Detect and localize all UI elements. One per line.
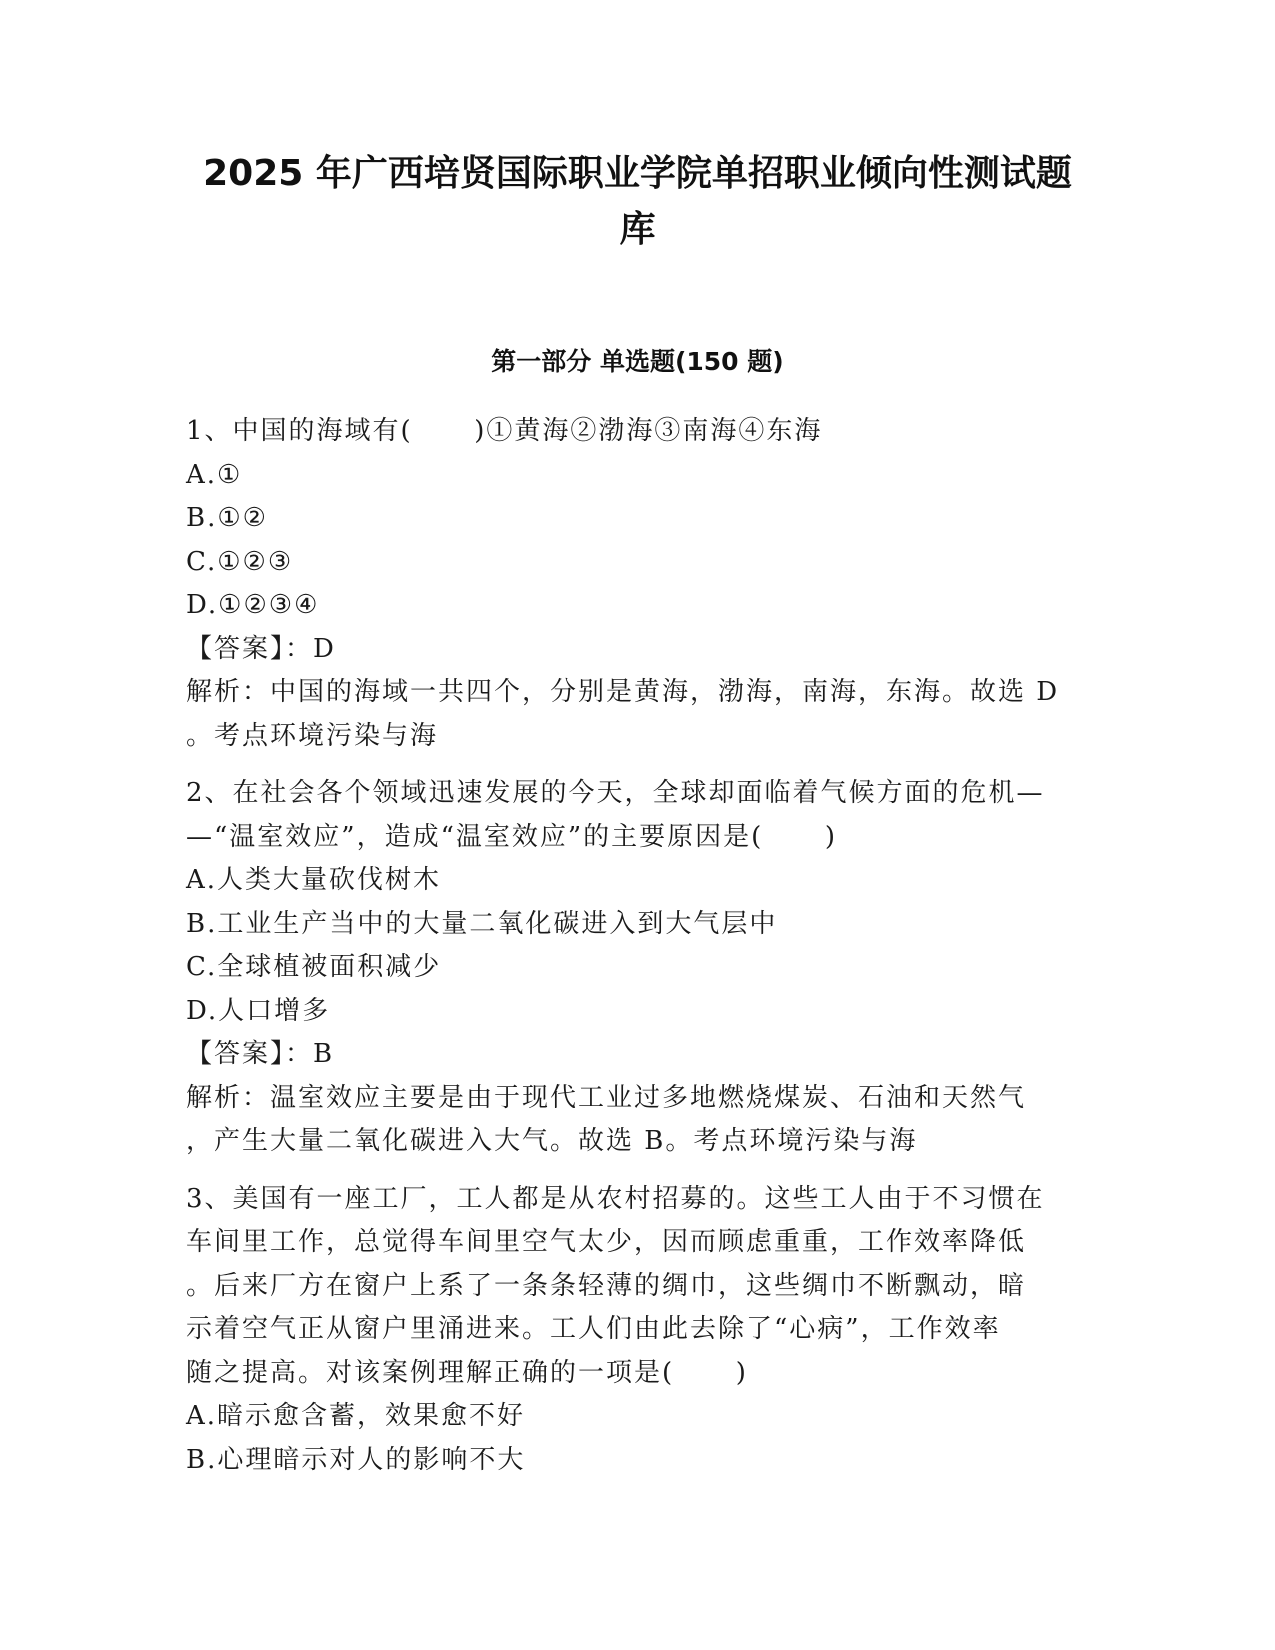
option-d: D.人口增多: [186, 995, 331, 1026]
option-c: C.①②③: [186, 546, 294, 577]
question-stem: 车间里工作，总觉得车间里空气太少，因而顾虑重重，工作效率降低: [186, 1227, 1027, 1257]
question-stem: 1、中国的海域有( )①黄海②渤海③南海④东海: [186, 416, 823, 446]
option-a: A.暗示愈含蓄，效果愈不好: [186, 1401, 526, 1431]
option-b: B.心理暗示对人的影响不大: [186, 1444, 526, 1475]
question-stem: 示着空气正从窗户里涌进来。工人们由此去除了“心病”，工作效率: [186, 1314, 1001, 1344]
question-stem: 3、美国有一座工厂，工人都是从农村招募的。这些工人由于不习惯在: [186, 1183, 1045, 1214]
analysis-line: 。考点环境污染与海: [186, 720, 439, 751]
option-b: B.①②: [186, 503, 268, 533]
question-stem: —“温室效应”，造成“温室效应”的主要原因是( ): [186, 821, 838, 852]
section-heading: 第一部分 单选题(150 题): [491, 347, 784, 376]
analysis-line: 解析：中国的海域一共四个，分别是黄海，渤海，南海，东海。故选 D: [186, 677, 1060, 707]
option-c: C.全球植被面积减少: [186, 952, 442, 982]
answer-line: 【答案】：B: [186, 1039, 335, 1069]
document-title: [150, 146, 1125, 258]
document-title-line-1: 2025 年广西培贤国际职业学院单招职业倾向性测试题: [203, 153, 1072, 194]
option-b: B.工业生产当中的大量二氧化碳进入到大气层中: [186, 908, 778, 939]
answer-line: 【答案】：D: [186, 633, 336, 664]
document-title-line-2: 库: [619, 209, 656, 250]
question-stem: 。后来厂方在窗户上系了一条条轻薄的绸巾，这些绸巾不断飘动，暗: [186, 1270, 1027, 1301]
option-a: A.①: [186, 459, 243, 490]
question-list: [186, 410, 1086, 1496]
analysis-line: 解析：温室效应主要是由于现代工业过多地燃烧煤炭、石油和天然气: [186, 1082, 1027, 1113]
analysis-line: ，产生大量二氧化碳进入大气。故选 B。考点环境污染与海: [186, 1126, 918, 1156]
option-a: A.人类大量砍伐树木: [186, 865, 442, 895]
question-1: [186, 410, 1086, 758]
option-d: D.①②③④: [186, 590, 320, 620]
question-2: [186, 772, 1086, 1164]
question-stem: 随之提高。对该案例理解正确的一项是( ): [186, 1357, 748, 1388]
question-3: [186, 1178, 1086, 1483]
question-stem: 2、在社会各个领域迅速发展的今天，全球却面临着气候方面的危机—: [186, 778, 1045, 808]
